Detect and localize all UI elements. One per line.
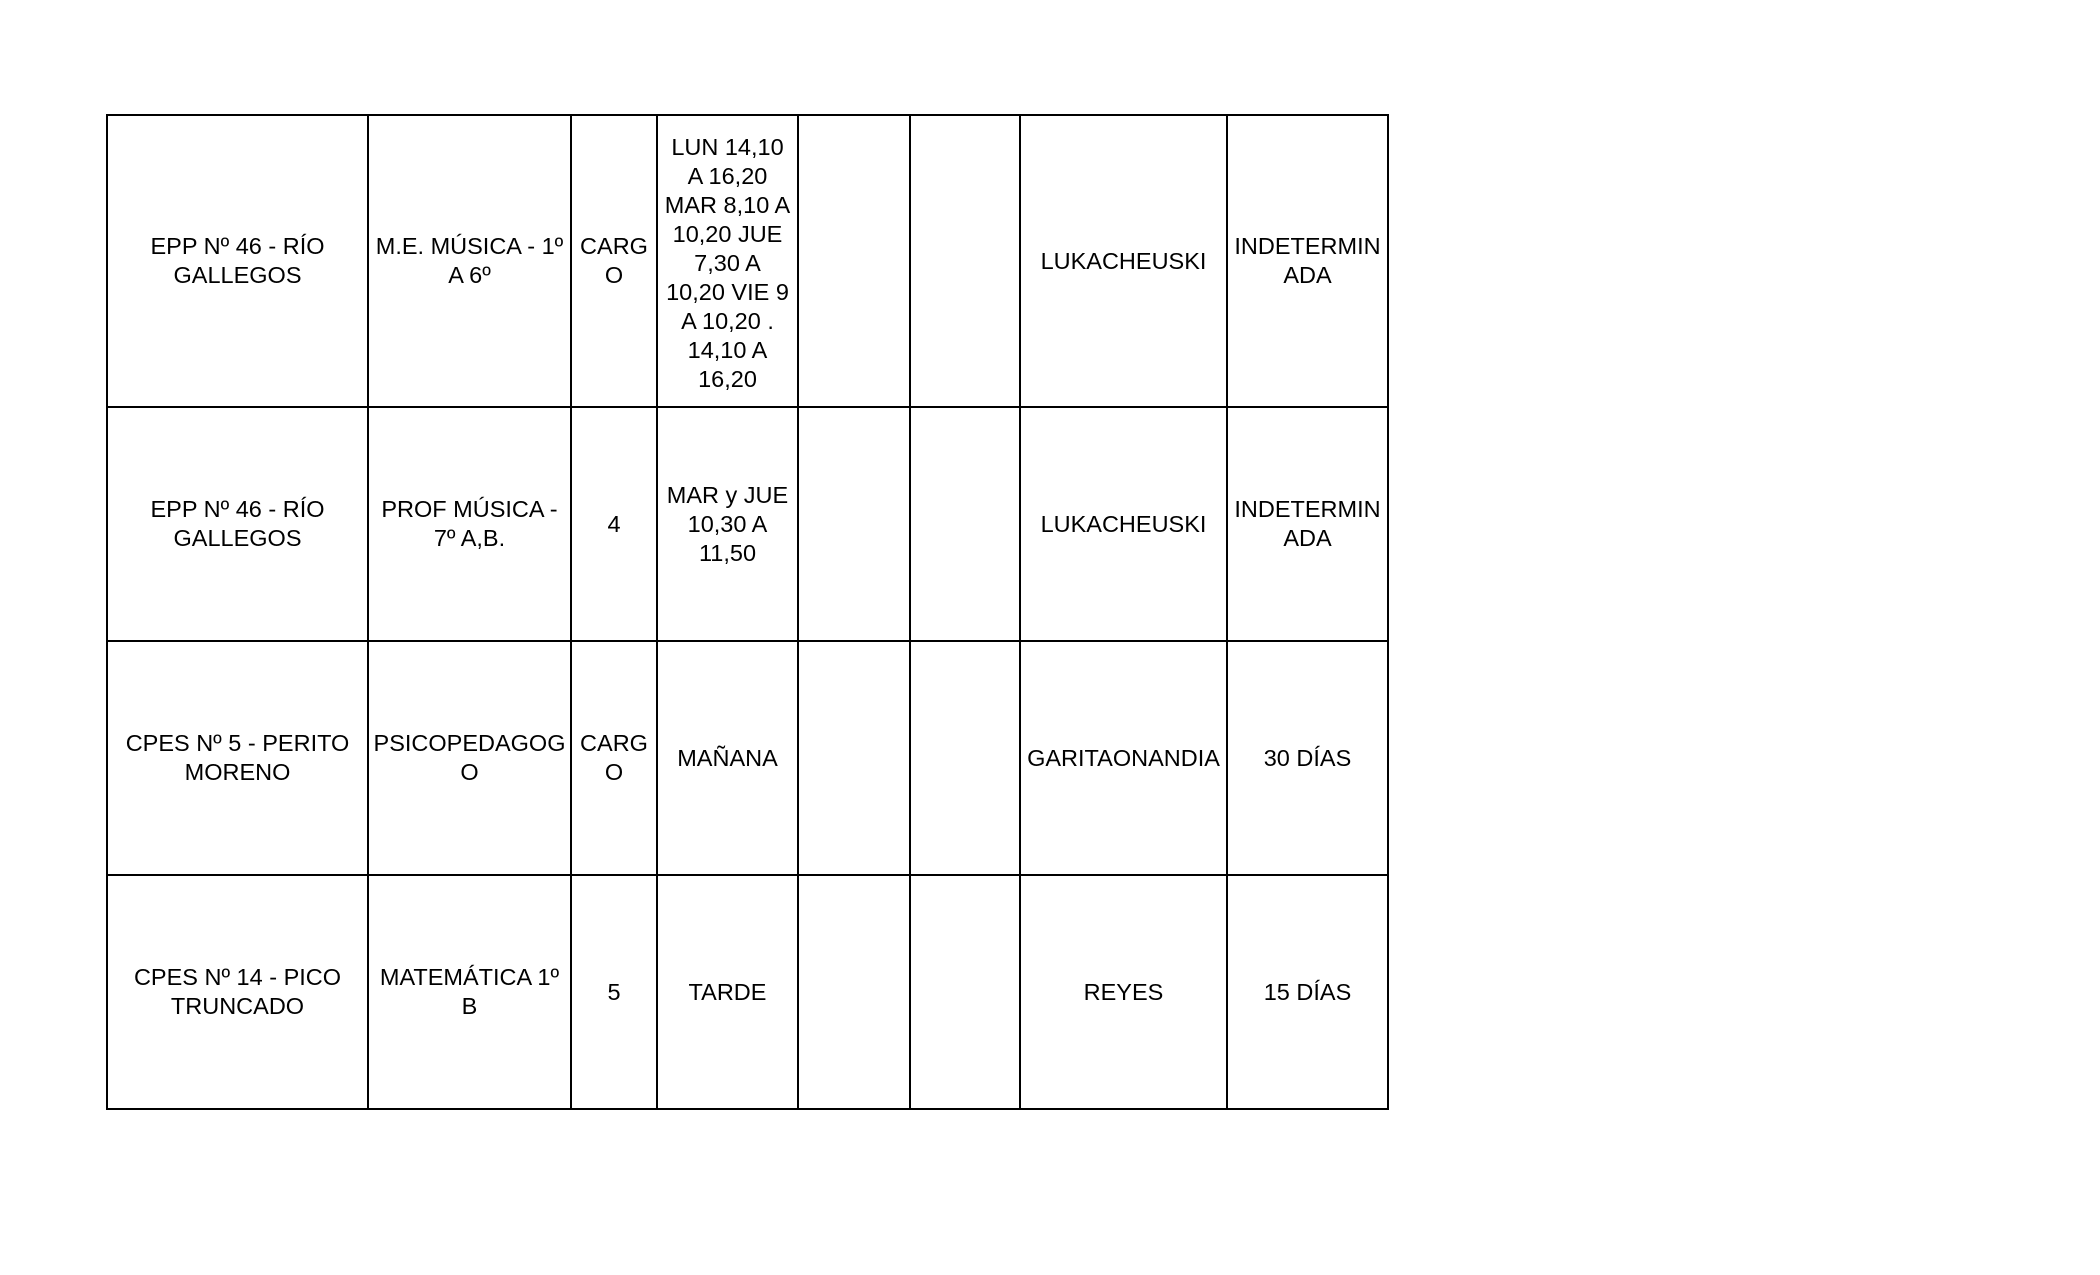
- table-row: [107, 115, 1388, 407]
- empty-cell: [798, 875, 910, 1109]
- duration-cell: INDETERMIN ADA: [1227, 115, 1388, 407]
- duration-cell: 15 DÍAS: [1227, 875, 1388, 1109]
- hours-cell: CARG O: [571, 641, 657, 875]
- hours-cell: 5: [571, 875, 657, 1109]
- schedule-cell: MAR y JUE 10,30 A 11,50: [657, 407, 798, 641]
- teacher-cell: GARITAONANDIA: [1020, 641, 1227, 875]
- empty-cell: [798, 641, 910, 875]
- duration-cell: INDETERMIN ADA: [1227, 407, 1388, 641]
- teacher-cell: REYES: [1020, 875, 1227, 1109]
- empty-cell: [910, 641, 1020, 875]
- hours-cell: 4: [571, 407, 657, 641]
- hours-cell: CARG O: [571, 115, 657, 407]
- teacher-cell: LUKACHEUSKI: [1020, 115, 1227, 407]
- duration-cell: 30 DÍAS: [1227, 641, 1388, 875]
- subject-cell: PSICOPEDAGOG O: [368, 641, 571, 875]
- schedule-cell: MAÑANA: [657, 641, 798, 875]
- designations-table: [106, 114, 1389, 1110]
- subject-cell: M.E. MÚSICA - 1º A 6º: [368, 115, 571, 407]
- table-row: [107, 641, 1388, 875]
- empty-cell: [910, 875, 1020, 1109]
- empty-cell: [910, 407, 1020, 641]
- school-cell: CPES Nº 14 - PICO TRUNCADO: [107, 875, 368, 1109]
- empty-cell: [798, 407, 910, 641]
- subject-cell: MATEMÁTICA 1º B: [368, 875, 571, 1109]
- teacher-cell: LUKACHEUSKI: [1020, 407, 1227, 641]
- school-cell: EPP Nº 46 - RÍO GALLEGOS: [107, 407, 368, 641]
- schedule-cell: TARDE: [657, 875, 798, 1109]
- school-cell: EPP Nº 46 - RÍO GALLEGOS: [107, 115, 368, 407]
- subject-cell: PROF MÚSICA - 7º A,B.: [368, 407, 571, 641]
- empty-cell: [910, 115, 1020, 407]
- schedule-cell: [657, 115, 798, 407]
- schedule-text: LUN 14,10 A 16,20 MAR 8,10 A 10,20 JUE 7,30 A 10,20 VIE 9 A 10,20 . 14,10 A 16,20: [664, 134, 791, 392]
- table-row: [107, 407, 1388, 641]
- school-cell: CPES Nº 5 - PERITO MORENO: [107, 641, 368, 875]
- empty-cell: [798, 115, 910, 407]
- table-row: [107, 875, 1388, 1109]
